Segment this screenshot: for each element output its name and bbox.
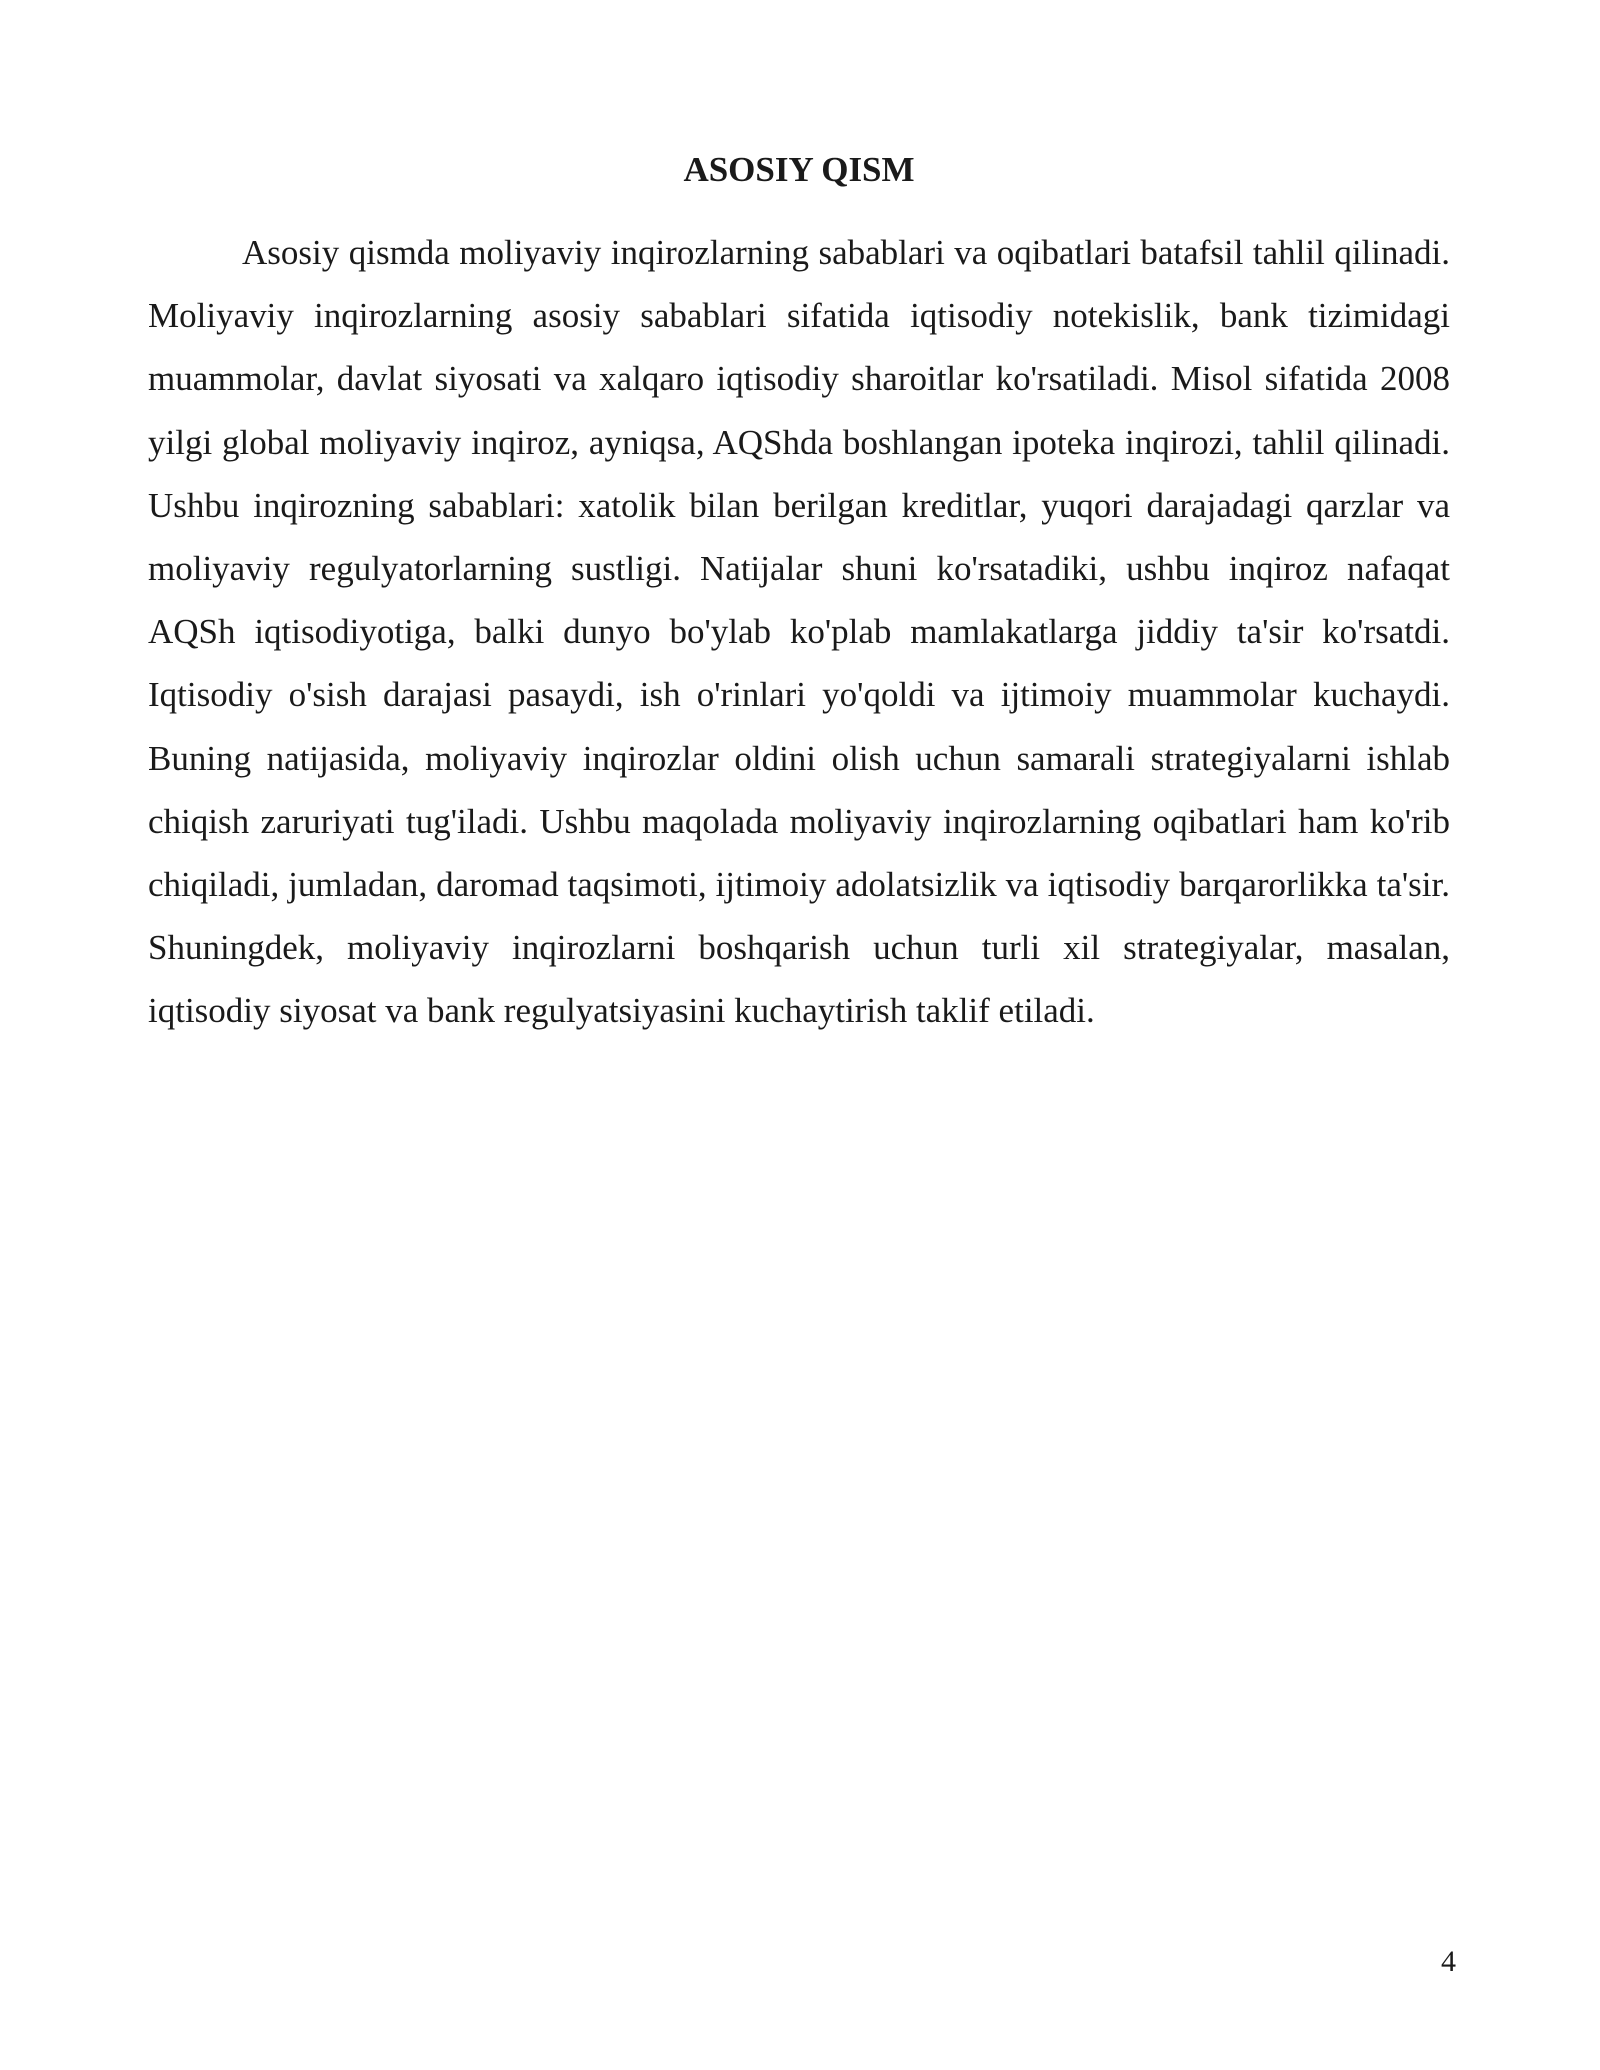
body-paragraph: Asosiy qismda moliyaviy inqirozlarning sabablari va oqibatlari batafsil tahlil qilinadi. Moliyaviy inqirozlarning asosiy sabablari sifatida iqtisodiy notekislik, bank tizimidagi muammolar, davlat siyosati va xalqaro iqtisodiy sharoitlar ko'rsatiladi. Misol sifatida 2008 yilgi global moliyaviy inqiroz, ayniqsa, AQShda boshlangan ipoteka inqirozi, tahlil qilinadi. Ushbu inqirozning sabablari: xatolik bilan berilgan kreditlar, yuqori darajadagi qarzlar va moliyaviy regulyatorlarning sustligi. Natijalar shuni ko'rsatadiki, ushbu inqiroz nafaqat AQSh iqtisodiyotiga, balki dunyo bo'ylab ko'plab mamlakatlarga jiddiy ta'sir ko'rsatdi. Iqtisodiy o'sish darajasi pasaydi, ish o'rinlari yo'qoldi va ijtimoiy muammolar kuchaydi. Buning natijasida, moliyaviy inqirozlar oldini olish uchun samarali strategiyalarni ishlab chiqish zaruriyati tug'iladi. Ushbu maqolada moliyaviy inqirozlarning oqibatlari ham ko'rib chiqiladi, jumladan, daromad taqsimoti, ijtimoiy adolatsizlik va iqtisodiy barqarorlikka ta'sir. Shuningdek, moliyaviy inqirozlarni boshqarish uchun turli xil strategiyalar, masalan, iqtisodiy siyosat va bank regulyatsiyasini kuchaytirish taklif etiladi. — [148, 233, 1450, 1031]
page-number: 4 — [1441, 1945, 1456, 1978]
section-heading: ASOSIY QISM — [683, 150, 915, 189]
